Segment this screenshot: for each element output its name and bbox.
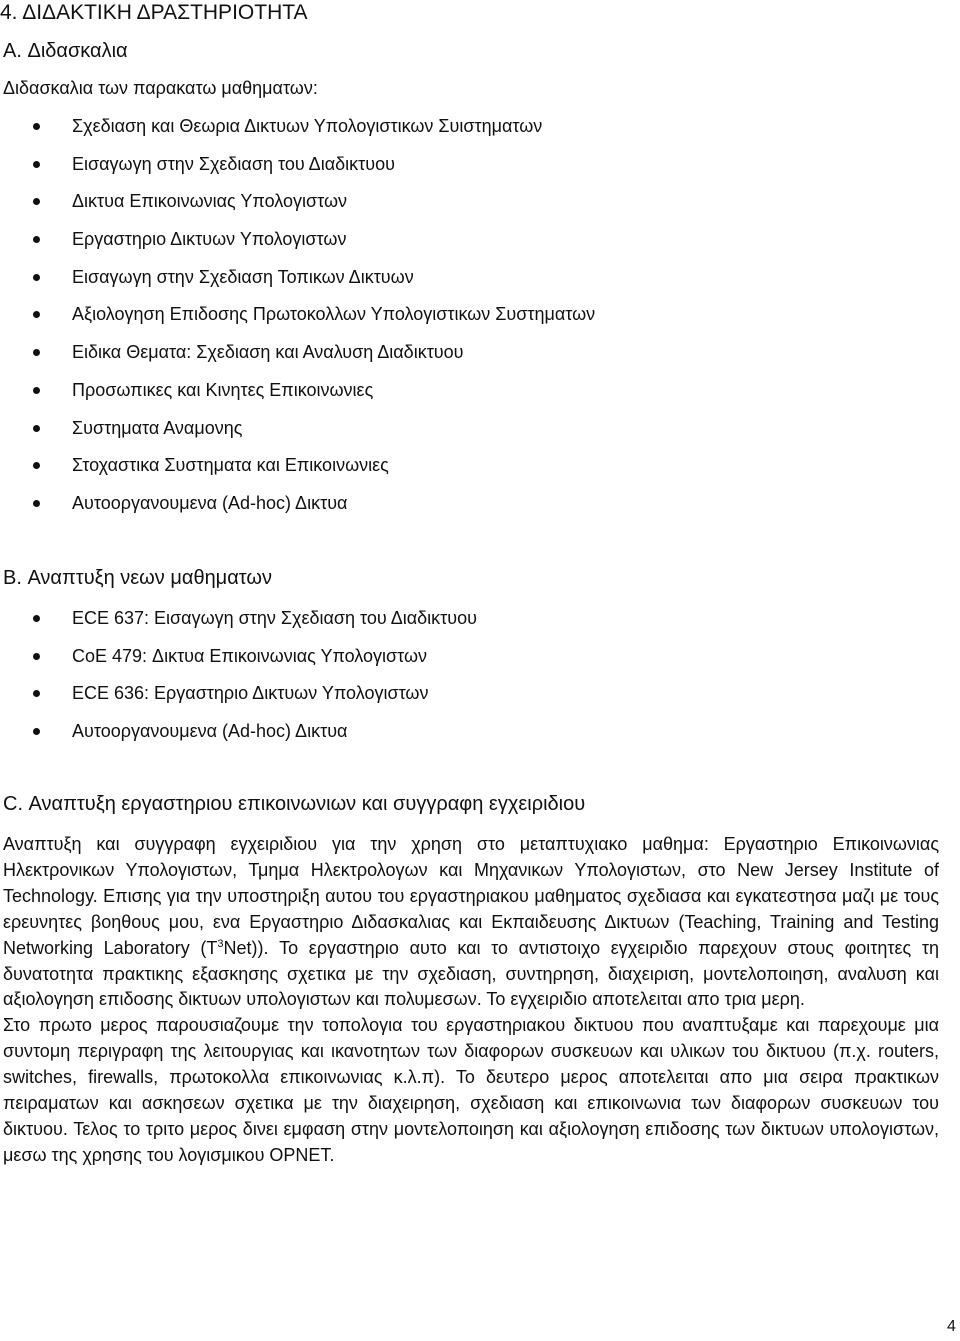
list-item-text: Δικτυα Επικοινωνιας Υπολογιστων xyxy=(72,191,348,212)
bullet-icon xyxy=(33,500,40,507)
bullet-icon xyxy=(33,615,40,622)
list-item-text: Αυτοοργανουμενα (Ad-hoc) Δικτυα xyxy=(72,492,348,513)
bullet-icon xyxy=(33,462,40,469)
section-a-title: A. Διδασκαλια xyxy=(3,40,128,62)
bullet-icon xyxy=(33,387,40,394)
bullet-icon xyxy=(33,349,40,356)
section-heading: 4. ΔΙΔΑΚΤΙΚΗ ΔΡΑΣΤΗΡΙΟΤΗΤΑ xyxy=(0,1,308,24)
list-item-text: Εισαγωγη στην Σχεδιαση του Διαδικτυου xyxy=(72,153,395,174)
list-item-text: Αξιολογηση Επιδοσης Πρωτοκολλων Υπολογιστικων Συστηματων xyxy=(72,304,596,325)
bullet-icon xyxy=(33,311,40,318)
list-item-text: ECE 637: Εισαγωγη στην Σχεδιαση του Διαδικτυου xyxy=(72,608,477,628)
list-item-text: Εργαστηριο Δικτυων Υπολογιστων xyxy=(72,229,347,250)
paragraph-text: Net)). Το εργαστηριο αυτο και το αντιστοιχο εγχειριδιο παρεχουν στους φοιτητες τη δυνατοτητα πρακτικης εξασκησης σχετικα με την σχεδιαση, συντηρηση, διαχειριση, μοντελοποιηση, αναλυση και αξιολογηση επιδοσης δικτυων υπολογιστων και πολυμεσων. Το εγχειριδιο αποτελειται απο τρια μερη. xyxy=(3,937,939,1010)
list-item-text: Συστηματα Αναμονης xyxy=(72,417,243,438)
section-c-body xyxy=(3,832,939,1169)
bullet-icon xyxy=(33,236,40,243)
section-b-title: B. Αναπτυξη νεων μαθηματων xyxy=(3,567,273,589)
list-item-text: Ειδικα Θεματα: Σχεδιαση και Αναλυση Διαδικτυου xyxy=(72,342,464,363)
paragraph-text: Στο πρωτο μερος παρουσιαζουμε την τοπολογια του εργαστηριακου δικτυου που αναπτυξαμε και παρεχουμε μια συντομη περιγραφη της λειτουργιας και ικανοτητων των διαφορων συσκευων και υλικων του δικτυου (π.χ. routers, switches, firewalls, πρωτοκολλα επικοινωνιας κ.λ.π). Το δευτερο μερος αποτελειται απο μια σειρα πρακτικων πειραματων και ασκησεων σχετικα με την διαχειρηση, σχεδιαση και επικοινωνια των διαφορων συσκευων του δικτυου. Τελος το τριτο μερος δινει εμφαση στην μοντελοποιηση και αξιολογηση επιδοσης των δικτυων υπολογιστων, μεσω της χρησης του λογισμικου OPNET. xyxy=(3,1015,939,1165)
list-item-text: Σχεδιαση και Θεωρια Δικτυων Υπολογιστικων Συιστηματων xyxy=(72,116,543,136)
page-number: 4 xyxy=(947,1318,956,1335)
bullet-icon xyxy=(33,653,40,660)
paragraph-text: Αναπτυξη και συγγραφη εγχειριδιου για την χρηση στο μεταπτυχιακο μαθημα: Εργαστηριο Επικοινωνιας Ηλεκτρονικων Υπολογιστων, Τμημα Ηλεκτρολογων και Μηχανικων Υπολογιστων, στο New Jersey Institute of Technology. Επισης για την υποστηριξη αυτου του εργαστηριακου μαθηματος σχεδιασα και εγκατεστησα μαζι με τους ερευνητες βοηθους μου, ενα Εργαστηριο Διδασκαλιας και Εκπαιδευσης Δικτυων (Teaching, Training and Testing Networking Laboratory (T xyxy=(3,834,939,958)
bullet-icon xyxy=(33,690,40,697)
list-item-text: Προσωπικες και Κινητες Επικοινωνιες xyxy=(72,379,374,400)
list-item-text: CoE 479: Δικτυα Επικοινωνιας Υπολογιστων xyxy=(72,645,428,666)
bullet-icon xyxy=(33,425,40,432)
superscript: 3 xyxy=(217,937,224,950)
bullet-icon xyxy=(33,123,40,130)
list-item-text: Αυτοοργανουμενα (Ad-hoc) Δικτυα xyxy=(72,721,348,742)
section-a-intro: Διδασκαλια των παρακατω μαθηματων: xyxy=(3,78,318,98)
list-item-text: Εισαγωγη στην Σχεδιαση Τοπικων Δικτυων xyxy=(72,266,414,287)
list-item-text: ECE 636: Εργαστηριο Δικτυων Υπολογιστων xyxy=(72,683,429,704)
list-item-text: Στοχαστικα Συστηματα και Επικοινωνιες xyxy=(72,455,389,476)
bullet-icon xyxy=(33,274,40,281)
bullet-icon xyxy=(33,728,40,735)
section-c-title: C. Αναπτυξη εργαστηριου επικοινωνιων και συγγραφη εγχειριδιου xyxy=(3,793,586,815)
bullet-icon xyxy=(33,198,40,205)
bullet-icon xyxy=(33,161,40,168)
